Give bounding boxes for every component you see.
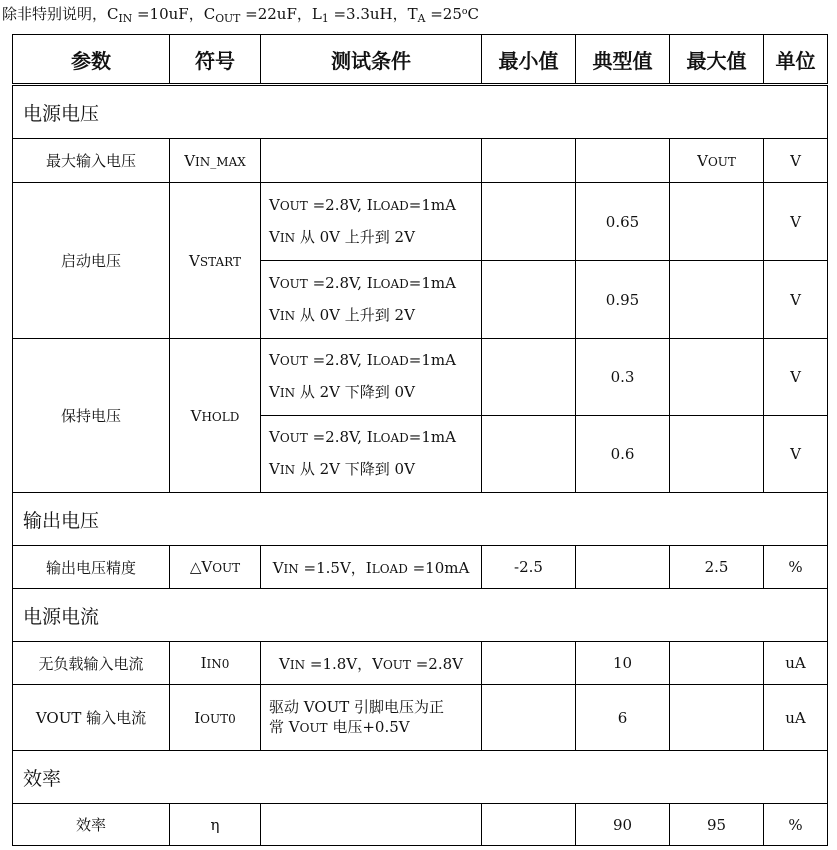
section-row <box>13 751 828 804</box>
symbol-cell <box>170 546 261 589</box>
unit-cell: V <box>764 339 828 416</box>
cond-text: V <box>269 273 280 292</box>
symbol-cell <box>170 339 261 493</box>
cond-text: =2.8V, I <box>307 428 373 446</box>
cond-text: =1mA <box>408 195 456 214</box>
cond-sub: LOAD <box>372 198 409 213</box>
table-row <box>13 183 828 261</box>
min-cell <box>482 685 576 751</box>
cond-sub: LOAD <box>372 354 409 368</box>
symbol-main: I <box>194 708 201 727</box>
note-l1-sub: 1 <box>321 12 329 26</box>
unit-cell: V <box>764 261 828 339</box>
condition-cell <box>261 139 482 183</box>
max-cell <box>670 685 764 751</box>
min-cell <box>482 139 576 183</box>
cond-text: =2.8V, I <box>307 351 373 369</box>
param-cell: 输出电压精度 <box>13 546 170 589</box>
condition-cell <box>261 416 482 493</box>
max-sub: OUT <box>707 154 736 169</box>
section-row <box>13 589 828 642</box>
header-max: 最大值 <box>670 35 764 85</box>
symbol-cell <box>170 685 261 751</box>
table-row <box>13 804 828 846</box>
cond-sub: LOAD <box>371 561 408 576</box>
header-parameter: 参数 <box>13 35 170 85</box>
cond-sub: OUT <box>279 431 308 445</box>
symbol-main: V <box>190 406 202 425</box>
note-ta: T <box>407 5 418 24</box>
param-cell: VOUT 输入电流 <box>13 685 170 751</box>
max-cell: 95 <box>670 804 764 846</box>
max-cell <box>670 642 764 685</box>
cond-text: 从 0V 上升到 2V <box>295 227 415 246</box>
note-cin: C <box>107 5 119 24</box>
param-cell: 保持电压 <box>13 339 170 493</box>
condition-line <box>269 377 481 409</box>
header-min: 最小值 <box>482 35 576 85</box>
unit-cell: V <box>764 416 828 493</box>
cond-text: V <box>269 305 280 324</box>
note-prefix: 除非特别说明， <box>2 5 108 24</box>
symbol-cell <box>170 183 261 339</box>
param-cell: 最大输入电压 <box>13 139 170 183</box>
cond-sub: OUT <box>279 354 308 368</box>
note-ta-val: =25 <box>425 5 462 24</box>
max-cell: 2.5 <box>670 546 764 589</box>
cond-sub: IN <box>279 230 296 245</box>
cond-sub: OUT <box>382 657 411 672</box>
max-cell <box>670 339 764 416</box>
typ-cell: 90 <box>576 804 670 846</box>
note-ta-unit: C <box>467 5 479 24</box>
cond-text: V <box>279 654 290 673</box>
min-cell: -2.5 <box>482 546 576 589</box>
condition-cell <box>261 183 482 261</box>
cond-text: =1mA <box>408 428 456 446</box>
note-l1: L <box>311 5 322 24</box>
symbol-cell <box>170 642 261 685</box>
unit-cell: V <box>764 139 828 183</box>
cond-sub: OUT <box>279 276 308 291</box>
typ-cell: 0.95 <box>576 261 670 339</box>
cond-sub: IN <box>289 657 306 672</box>
table-row <box>13 546 828 589</box>
cond-sub: IN <box>279 308 296 323</box>
section-output-voltage: 输出电压 <box>13 493 828 546</box>
unit-cell: % <box>764 546 828 589</box>
cond-text: V <box>269 460 280 478</box>
cond-sub: OUT <box>279 198 308 213</box>
typ-cell <box>576 546 670 589</box>
max-main: V <box>697 151 708 170</box>
max-cell <box>670 139 764 183</box>
cond-text: =1mA <box>408 273 456 292</box>
cond-text: 从 0V 上升到 2V <box>295 305 415 324</box>
symbol-main: V <box>189 251 200 270</box>
cond-text: V <box>272 558 284 577</box>
cond-text: 电压+0.5V <box>327 718 410 736</box>
note-cout-val: =22uF， <box>240 5 312 24</box>
note-ta-sub: A <box>417 12 426 26</box>
table-row <box>13 642 828 685</box>
section-row <box>13 85 828 139</box>
test-conditions-note <box>2 2 479 29</box>
cond-sub: OUT <box>299 721 328 735</box>
cond-text: =2.8V, I <box>307 195 373 214</box>
min-cell <box>482 642 576 685</box>
cond-text: V <box>269 195 280 214</box>
condition-line <box>269 268 481 300</box>
cond-sub: IN <box>279 386 296 400</box>
unit-cell: uA <box>764 642 828 685</box>
header-symbol: 符号 <box>170 35 261 85</box>
condition-line <box>269 300 481 332</box>
condition-cell <box>261 642 482 685</box>
section-row <box>13 493 828 546</box>
param-cell: 效率 <box>13 804 170 846</box>
symbol-sub: IN0 <box>206 657 230 671</box>
header-test-condition: 测试条件 <box>261 35 482 85</box>
cond-text: =1mA <box>408 351 456 369</box>
note-cin-sub: IN <box>118 12 133 26</box>
condition-cell <box>261 804 482 846</box>
symbol-cell: η <box>170 804 261 846</box>
min-cell <box>482 261 576 339</box>
cond-text: V <box>269 383 280 401</box>
table-row <box>13 339 828 416</box>
condition-cell <box>261 685 482 751</box>
symbol-main: I <box>200 654 207 672</box>
condition-line: 驱动 VOUT 引脚电压为正 <box>269 698 445 716</box>
section-supply-voltage: 电源电压 <box>13 85 828 139</box>
table-row <box>13 139 828 183</box>
condition-line <box>269 717 481 738</box>
param-cell: 启动电压 <box>13 183 170 339</box>
header-unit: 单位 <box>764 35 828 85</box>
condition-cell <box>261 546 482 589</box>
max-cell <box>670 416 764 493</box>
header-typ: 典型值 <box>576 35 670 85</box>
condition-cell <box>261 261 482 339</box>
unit-cell: uA <box>764 685 828 751</box>
note-cout-sub: OUT <box>215 12 241 26</box>
cond-sub: IN <box>279 463 296 477</box>
electrical-characteristics-table <box>12 34 828 846</box>
min-cell <box>482 416 576 493</box>
max-cell <box>670 261 764 339</box>
cond-sub: IN <box>283 561 299 576</box>
condition-line <box>269 190 481 222</box>
symbol-sub: START <box>199 254 241 269</box>
typ-cell: 6 <box>576 685 670 751</box>
unit-cell: % <box>764 804 828 846</box>
symbol-sub: IN_MAX <box>195 154 246 169</box>
symbol-main: △V <box>189 558 213 576</box>
typ-cell: 0.65 <box>576 183 670 261</box>
note-cout: C <box>203 5 216 24</box>
cond-text: 常 V <box>269 718 300 736</box>
cond-text: =10mA <box>407 558 470 577</box>
cond-text: 从 2V 下降到 0V <box>295 383 415 401</box>
cond-text: =1.8V，V <box>305 654 383 673</box>
cond-sub: LOAD <box>372 276 409 291</box>
cond-text: =2.8V <box>410 654 463 673</box>
min-cell <box>482 183 576 261</box>
cond-text: V <box>269 428 280 446</box>
symbol-sub: OUT <box>212 561 241 575</box>
param-cell: 无负载输入电流 <box>13 642 170 685</box>
cond-text: =2.8V, I <box>307 273 373 292</box>
max-cell <box>670 183 764 261</box>
typ-cell: 0.3 <box>576 339 670 416</box>
condition-line <box>269 345 481 377</box>
typ-cell: 10 <box>576 642 670 685</box>
cond-text: V <box>269 227 280 246</box>
min-cell <box>482 804 576 846</box>
cond-text: 从 2V 下降到 0V <box>295 460 415 478</box>
symbol-sub: HOLD <box>201 409 240 424</box>
note-l1-val: =3.3uH， <box>328 5 408 24</box>
typ-cell: 0.6 <box>576 416 670 493</box>
condition-line <box>269 222 481 254</box>
table-row <box>13 685 828 751</box>
cond-text: =1.5V，I <box>298 558 372 577</box>
typ-cell <box>576 139 670 183</box>
cond-sub: LOAD <box>372 431 409 445</box>
cond-text: V <box>269 351 280 369</box>
condition-line <box>269 422 481 454</box>
min-cell <box>482 339 576 416</box>
symbol-main: V <box>184 151 196 170</box>
note-ta-sup: o <box>461 6 468 17</box>
unit-cell: V <box>764 183 828 261</box>
section-efficiency: 效率 <box>13 751 828 804</box>
note-cin-val: =10uF， <box>132 5 204 24</box>
section-supply-current: 电源电流 <box>13 589 828 642</box>
condition-cell <box>261 339 482 416</box>
table-header-row <box>13 35 828 85</box>
symbol-sub: OUT0 <box>200 711 236 726</box>
symbol-cell <box>170 139 261 183</box>
condition-line <box>269 454 481 486</box>
